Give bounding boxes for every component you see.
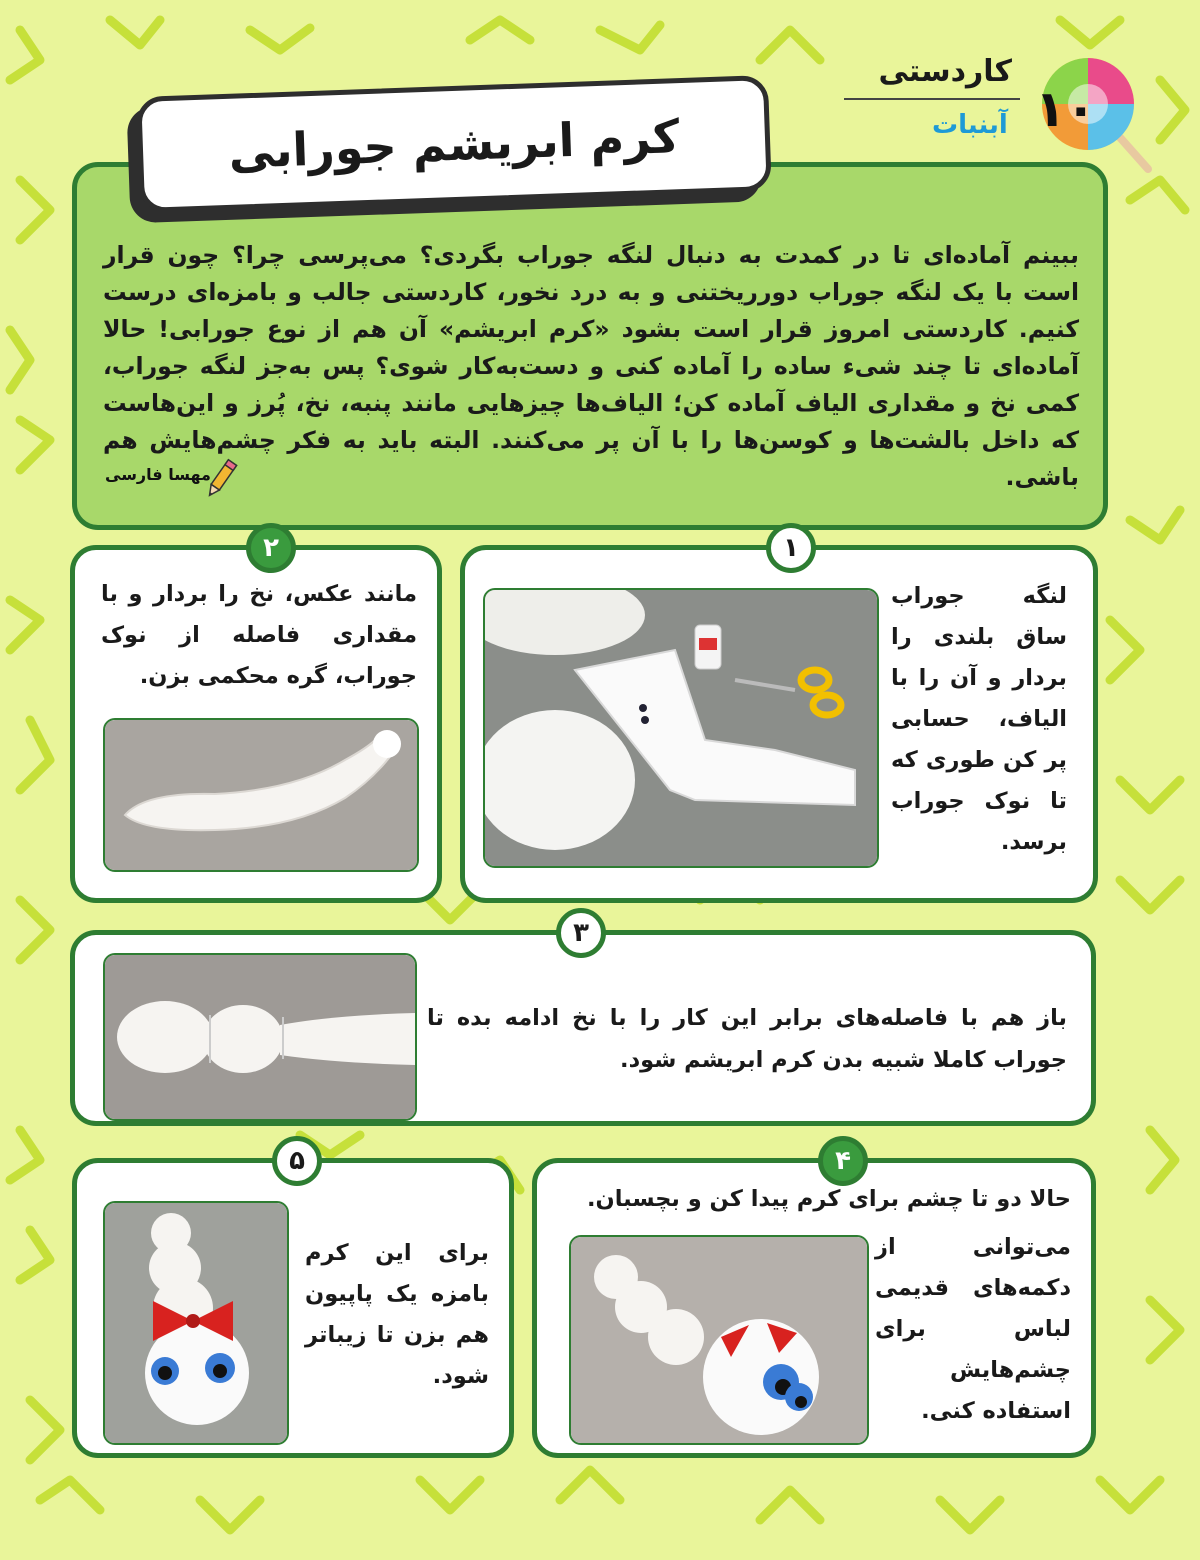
step-3-photo xyxy=(103,953,417,1121)
magazine-logo: آبنبات xyxy=(932,110,1008,140)
step-1-card xyxy=(460,545,1098,903)
step-4-card xyxy=(532,1158,1096,1458)
step-5-badge: ۵ xyxy=(272,1136,322,1186)
step-3-card xyxy=(70,930,1096,1126)
page-title: کرم ابریشم جورابی xyxy=(227,109,681,179)
step-2-badge: ۲ xyxy=(246,523,296,573)
intro-box xyxy=(72,162,1108,530)
section-divider xyxy=(844,98,1020,100)
step-1-badge: ۱ xyxy=(766,523,816,573)
step-4-photo xyxy=(569,1235,869,1445)
author-name: مهسا فارسی xyxy=(105,465,211,484)
step-4-text: می‌توانی از دکمه‌های قدیمی لباس برای چشم‌هایش استفاده کنی. xyxy=(875,1234,1071,1424)
step-5-card xyxy=(72,1158,514,1458)
step-3-text: باز هم با فاصله‌های برابر این کار را با نخ ادامه بده تا جوراب کاملا شبیه بدن کرم ابریشم شود. xyxy=(427,1005,1067,1073)
page-title-box xyxy=(136,75,772,213)
step-5-text: برای این کرم بامزه یک پاپیون هم بزن تا زیباتر شود. xyxy=(305,1240,489,1389)
step-4-badge: ۴ xyxy=(818,1136,868,1186)
issue-number: ۱۰ xyxy=(1035,80,1097,138)
step-1-text: لنگه جوراب ساق بلندی را بردار و آن را با الیاف، حسابی پر کن طوری که تا نوک جوراب برسد. xyxy=(891,583,1067,855)
step-1-photo xyxy=(483,588,879,868)
step-2-text: مانند عکس، نخ را بردار و با مقداری فاصله از نوک جوراب، گره محکمی بزن. xyxy=(101,581,417,689)
step-2-photo xyxy=(103,718,419,872)
step-3-badge: ۳ xyxy=(556,908,606,958)
intro-text: ببینم آماده‌ای تا در کمدت به دنبال لنگه جوراب بگردی؟ می‌پرسی چرا؟ چون قرار است با یک لنگه جوراب دورریختنی و به درد نخور، کاردستی جالب و بامزه‌ای درست کنیم. کاردستی امروز قرار است بشود «کرم ابریشم» آن هم از نوع جورابی! حالا آماده‌ای تا چند شیء ساده را آماده کنی و دست‌به‌کار شوی؟ پس به‌جز لنگه جوراب، کمی نخ و مقداری الیاف آماده کن؛ الیاف‌ها چیزهایی مانند پنبه، نخ، پُرز و این‌هاست که داخل بالشت‌ها و کوسن‌ها را با آن پر می‌کنند. البته باید به فکر چشم‌هایش هم باشی. xyxy=(103,241,1079,491)
header xyxy=(840,40,1170,170)
step-2-card xyxy=(70,545,442,903)
step-5-photo xyxy=(103,1201,289,1445)
pencil-icon xyxy=(201,457,241,501)
step-4-text-line1: حالا دو تا چشم برای کرم پیدا کن و بچسبان. xyxy=(586,1186,1071,1212)
section-title: کاردستی xyxy=(878,54,1012,89)
